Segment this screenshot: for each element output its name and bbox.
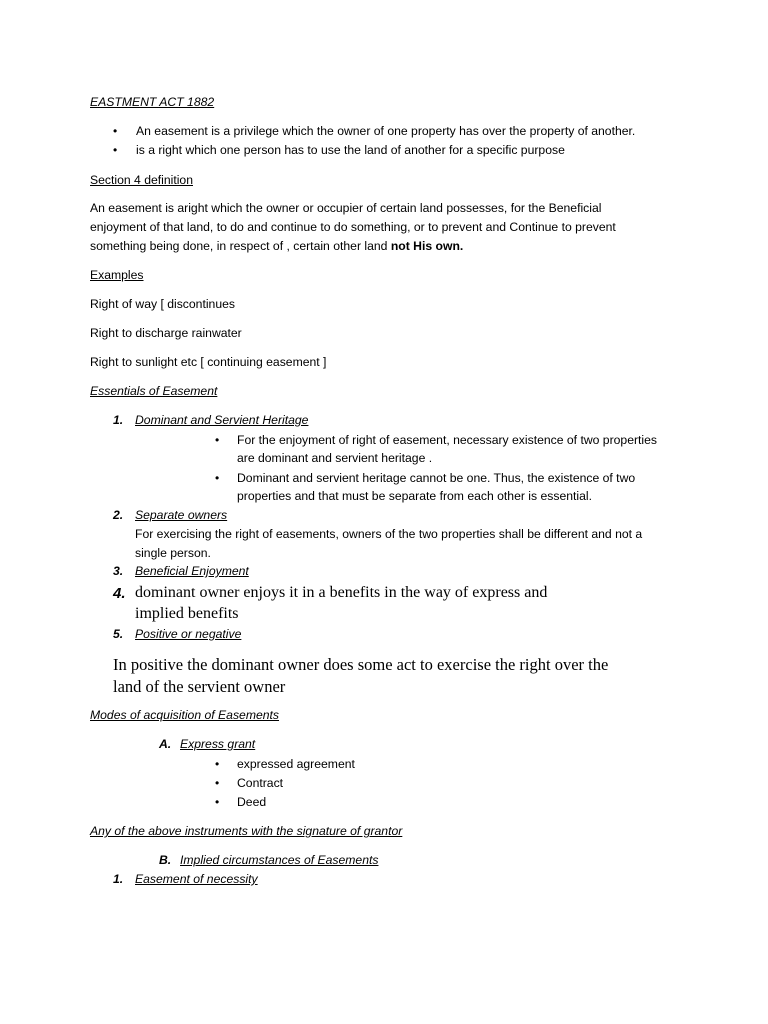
section4-line-2: enjoyment of that land, to do and continue to do something, or to prevent and Continue to prevent xyxy=(90,220,616,234)
example-item-1: Right of way [ discontinues xyxy=(90,297,235,311)
essentials-heading: Essentials of Easement xyxy=(90,384,218,398)
essential-1-bullet-1-line-2: are dominant and servient heritage . xyxy=(237,451,433,465)
modes-heading: Modes of acquisition of Easements xyxy=(90,708,280,722)
bullet-icon: • xyxy=(215,471,220,485)
bullet-icon: • xyxy=(215,433,220,447)
examples-heading: Examples xyxy=(90,268,144,282)
document-title: EASTMENT ACT 1882 xyxy=(90,95,215,109)
intro-bullet-1: An easement is a privilege which the owner of one property has over the property of another. xyxy=(136,124,636,138)
example-item-3: Right to sunlight etc [ continuing easement ] xyxy=(90,355,327,369)
section4-line-1: An easement is aright which the owner or occupier of certain land possesses, for the Beneficial xyxy=(90,201,602,215)
mode-b-item-1-number: 1. xyxy=(113,872,124,886)
essential-4-line-1: dominant owner enjoys it in a benefits in the way of express and xyxy=(135,584,548,601)
bullet-icon: • xyxy=(113,143,118,157)
bullet-icon: • xyxy=(215,757,220,771)
bullet-icon: • xyxy=(215,776,220,790)
essential-2-line-2: single person. xyxy=(135,546,211,560)
essential-2-number: 2. xyxy=(113,508,124,522)
essential-2-line-1: For exercising the right of easements, owners of the two properties shall be different and not a xyxy=(135,527,643,541)
essential-4-number: 4. xyxy=(113,585,126,602)
bullet-icon: • xyxy=(113,124,118,138)
essential-4-line-2: implied benefits xyxy=(135,605,239,622)
mode-a-title: Express grant xyxy=(180,737,256,751)
modes-note: Any of the above instruments with the signature of grantor xyxy=(90,824,403,838)
mode-a-bullet-3: Deed xyxy=(237,795,267,809)
essential-5-number: 5. xyxy=(113,627,124,641)
essential-3-title: Beneficial Enjoyment xyxy=(135,564,249,578)
essential-1-bullet-1-line-1: For the enjoyment of right of easement, necessary existence of two properties xyxy=(237,433,658,447)
essential-1-bullet-2-line-2: properties and that must be separate from each other is essential. xyxy=(237,489,592,503)
example-item-2: Right to discharge rainwater xyxy=(90,326,242,340)
section4-line-3-text: something being done, in respect of , certain other land xyxy=(90,239,391,253)
essential-1-title: Dominant and Servient Heritage xyxy=(135,413,309,427)
essential-5-title: Positive or negative xyxy=(135,627,242,641)
positive-line-2: land of the servient owner xyxy=(113,677,286,696)
essential-1-number: 1. xyxy=(113,413,124,427)
mode-b-title: Implied circumstances of Easements xyxy=(180,853,379,867)
essential-3-number: 3. xyxy=(113,564,124,578)
mode-a-bullet-2: Contract xyxy=(237,776,284,790)
mode-b-item-1-title: Easement of necessity xyxy=(135,872,258,886)
section4-bold-tail: not His own. xyxy=(390,239,464,253)
essential-2-title: Separate owners xyxy=(135,508,228,522)
mode-a-label: A. xyxy=(159,737,172,751)
essential-1-bullet-2-line-1: Dominant and servient heritage cannot be one. Thus, the existence of two xyxy=(237,471,636,485)
positive-line-1: In positive the dominant owner does some act to exercise the right over the xyxy=(113,655,609,674)
section4-heading: Section 4 definition xyxy=(90,173,193,187)
section4-line-3 xyxy=(90,237,463,255)
mode-b-label: B. xyxy=(159,853,172,867)
mode-a-bullet-1: expressed agreement xyxy=(237,757,355,771)
bullet-icon: • xyxy=(215,795,220,809)
intro-bullet-2: is a right which one person has to use the land of another for a specific purpose xyxy=(136,143,565,157)
